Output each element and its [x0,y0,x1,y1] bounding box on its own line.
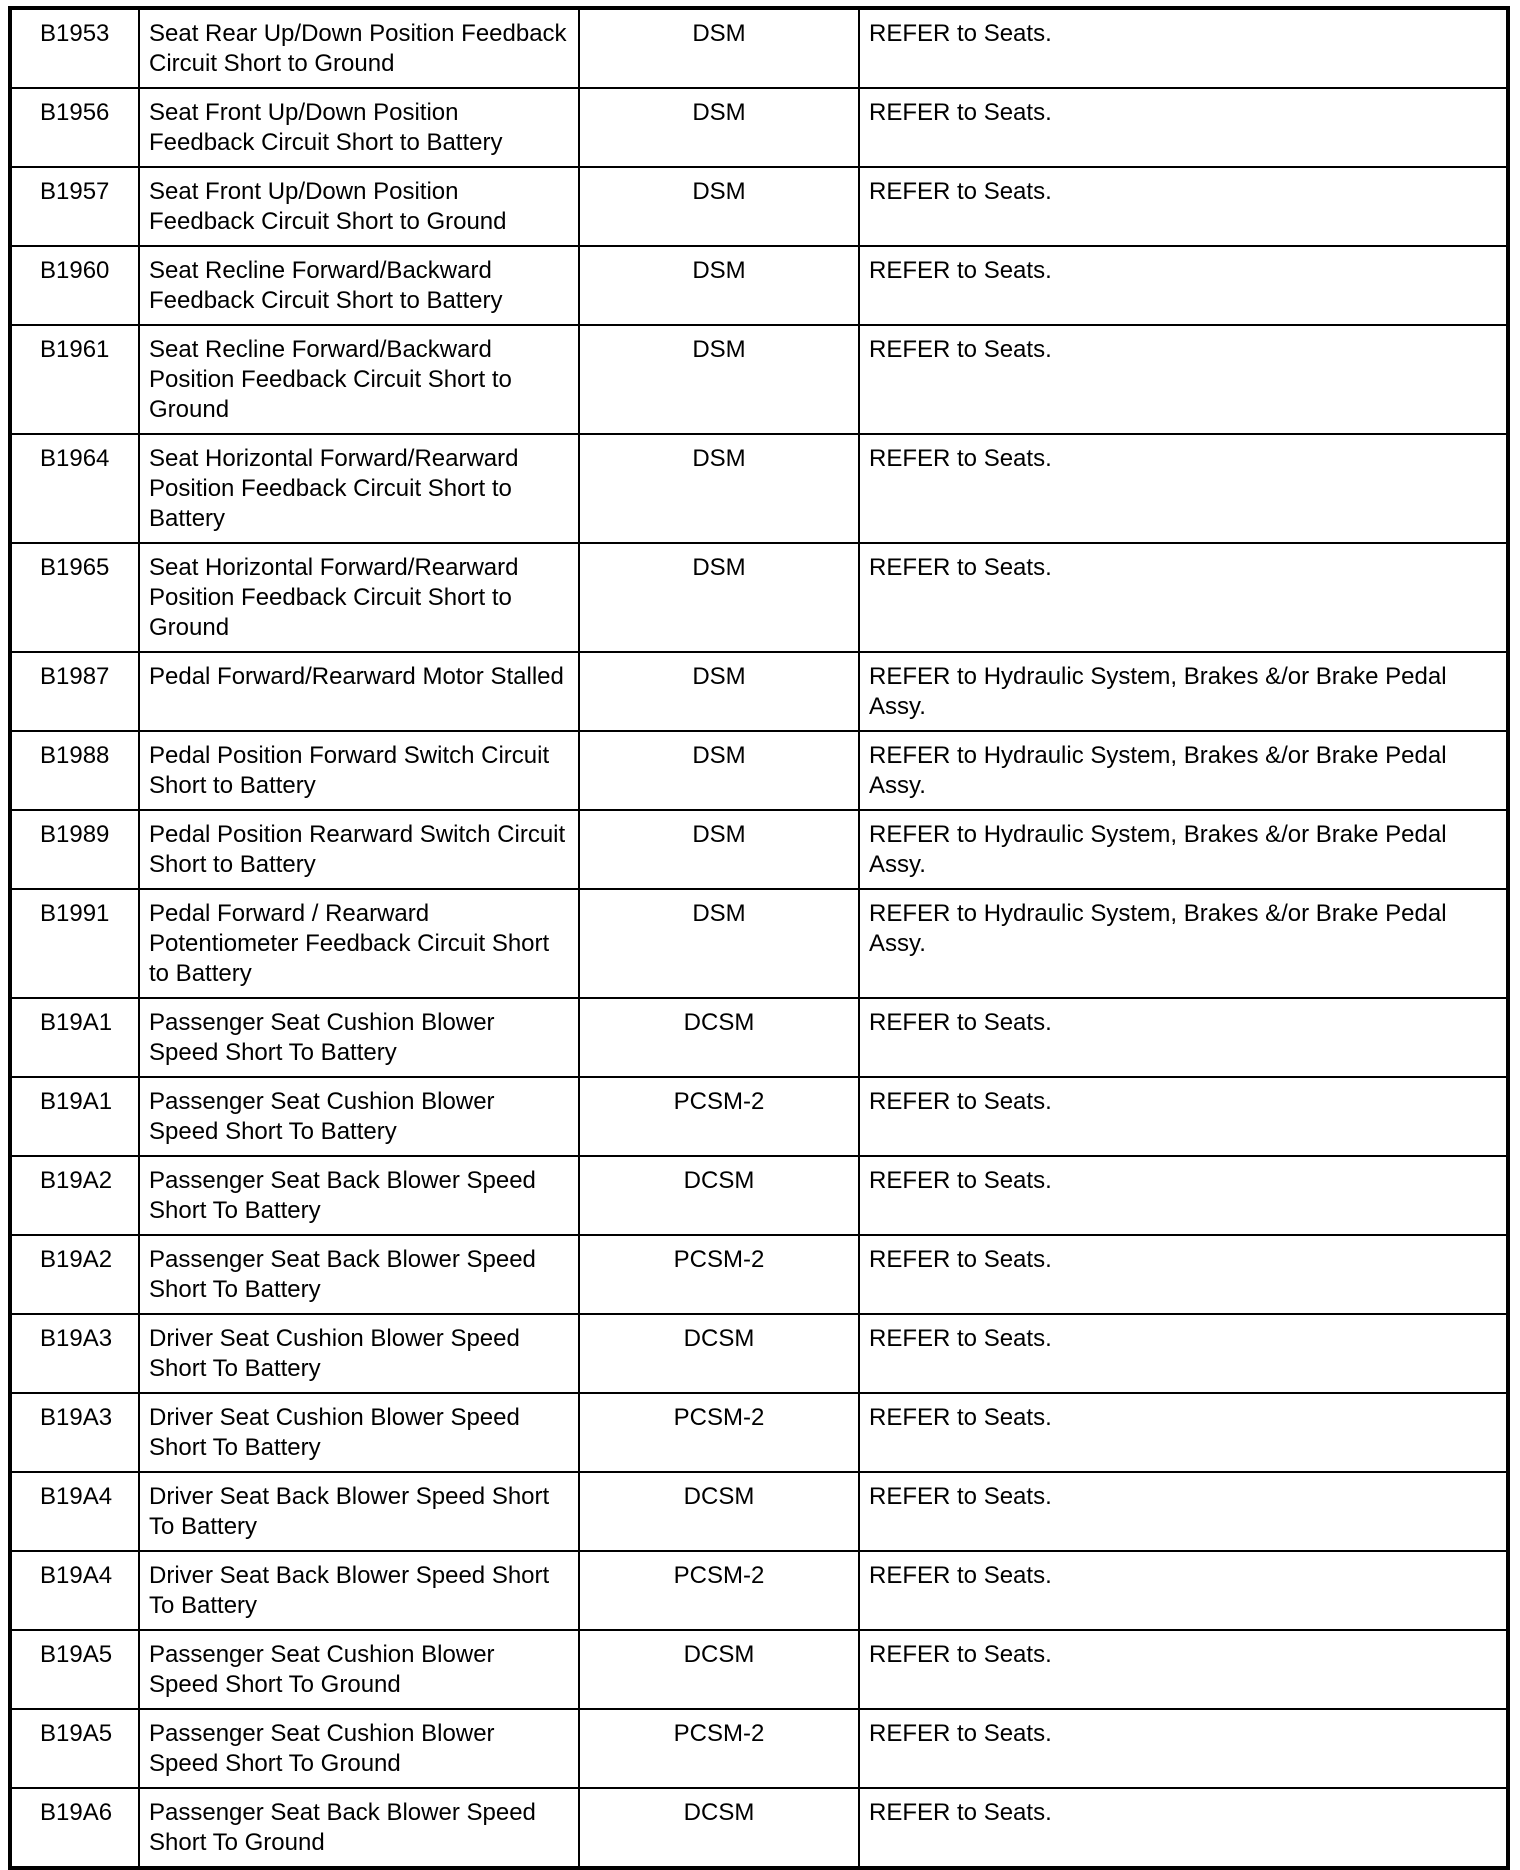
table-row [10,998,1508,1077]
dtc-action: REFER to Seats. [859,1235,1508,1314]
dtc-module: DSM [579,8,859,88]
table-row [10,1630,1508,1709]
dtc-code: B1989 [10,810,139,889]
dtc-description: Driver Seat Back Blower Speed Short To Battery [139,1551,579,1630]
dtc-module: DSM [579,543,859,652]
dtc-description: Passenger Seat Cushion Blower Speed Short To Ground [139,1630,579,1709]
dtc-code: B19A3 [10,1314,139,1393]
dtc-code: B1965 [10,543,139,652]
dtc-code: B19A1 [10,1077,139,1156]
table-row [10,1235,1508,1314]
dtc-module: DCSM [579,998,859,1077]
dtc-code: B19A2 [10,1235,139,1314]
dtc-action: REFER to Hydraulic System, Brakes &/or Brake Pedal Assy. [859,889,1508,998]
dtc-code: B19A5 [10,1709,139,1788]
dtc-code: B1960 [10,246,139,325]
dtc-code: B1953 [10,8,139,88]
dtc-module: PCSM-2 [579,1709,859,1788]
dtc-action: REFER to Seats. [859,8,1508,88]
dtc-module: DSM [579,889,859,998]
dtc-action: REFER to Seats. [859,1156,1508,1235]
dtc-description: Driver Seat Cushion Blower Speed Short To Battery [139,1393,579,1472]
dtc-action: REFER to Seats. [859,998,1508,1077]
dtc-description: Seat Front Up/Down Position Feedback Circuit Short to Battery [139,88,579,167]
dtc-action: REFER to Seats. [859,1393,1508,1472]
table-row [10,1314,1508,1393]
dtc-description: Pedal Position Forward Switch Circuit Short to Battery [139,731,579,810]
dtc-description: Driver Seat Cushion Blower Speed Short To Battery [139,1314,579,1393]
dtc-module: PCSM-2 [579,1551,859,1630]
dtc-action: REFER to Seats. [859,434,1508,543]
dtc-module: DSM [579,325,859,434]
dtc-description: Passenger Seat Cushion Blower Speed Short To Ground [139,1709,579,1788]
dtc-module: PCSM-2 [579,1235,859,1314]
dtc-code: B1961 [10,325,139,434]
dtc-module: DCSM [579,1630,859,1709]
dtc-description: Passenger Seat Cushion Blower Speed Short To Battery [139,1077,579,1156]
dtc-action: REFER to Seats. [859,543,1508,652]
dtc-description: Pedal Position Rearward Switch Circuit Short to Battery [139,810,579,889]
table-row [10,8,1508,88]
table-row [10,1156,1508,1235]
dtc-action: REFER to Seats. [859,325,1508,434]
table-row [10,434,1508,543]
dtc-module: DSM [579,810,859,889]
dtc-module: DCSM [579,1314,859,1393]
dtc-module: DSM [579,167,859,246]
dtc-module: DCSM [579,1788,859,1868]
dtc-code: B19A6 [10,1788,139,1868]
dtc-code: B19A4 [10,1551,139,1630]
dtc-description: Passenger Seat Back Blower Speed Short To Battery [139,1156,579,1235]
dtc-action: REFER to Seats. [859,1788,1508,1868]
table-row [10,1709,1508,1788]
dtc-description: Passenger Seat Back Blower Speed Short To Battery [139,1235,579,1314]
dtc-action: REFER to Seats. [859,246,1508,325]
dtc-module: PCSM-2 [579,1393,859,1472]
dtc-action: REFER to Seats. [859,1314,1508,1393]
dtc-action: REFER to Seats. [859,1630,1508,1709]
dtc-module: DCSM [579,1472,859,1551]
table-row [10,889,1508,998]
dtc-module: DSM [579,246,859,325]
dtc-action: REFER to Hydraulic System, Brakes &/or Brake Pedal Assy. [859,731,1508,810]
dtc-code: B19A5 [10,1630,139,1709]
dtc-description: Seat Recline Forward/Backward Position Feedback Circuit Short to Ground [139,325,579,434]
table-row [10,1551,1508,1630]
table-row [10,167,1508,246]
table-row [10,88,1508,167]
dtc-description: Seat Horizontal Forward/Rearward Position Feedback Circuit Short to Battery [139,434,579,543]
dtc-module: PCSM-2 [579,1077,859,1156]
dtc-module: DCSM [579,1156,859,1235]
table-row [10,1788,1508,1868]
dtc-action: REFER to Seats. [859,1077,1508,1156]
dtc-description: Seat Horizontal Forward/Rearward Position Feedback Circuit Short to Ground [139,543,579,652]
dtc-code: B19A1 [10,998,139,1077]
dtc-code: B1991 [10,889,139,998]
table-row [10,246,1508,325]
table-row [10,731,1508,810]
dtc-description: Passenger Seat Cushion Blower Speed Short To Battery [139,998,579,1077]
dtc-code: B1964 [10,434,139,543]
dtc-action: REFER to Seats. [859,88,1508,167]
dtc-module: DSM [579,652,859,731]
dtc-code: B19A2 [10,1156,139,1235]
dtc-description: Pedal Forward / Rearward Potentiometer Feedback Circuit Short to Battery [139,889,579,998]
table-row [10,652,1508,731]
dtc-action: REFER to Hydraulic System, Brakes &/or Brake Pedal Assy. [859,810,1508,889]
table-row [10,810,1508,889]
dtc-description: Passenger Seat Back Blower Speed Short To Ground [139,1788,579,1868]
dtc-description: Driver Seat Back Blower Speed Short To Battery [139,1472,579,1551]
dtc-description: Pedal Forward/Rearward Motor Stalled [139,652,579,731]
dtc-code: B1988 [10,731,139,810]
dtc-module: DSM [579,731,859,810]
dtc-code: B19A3 [10,1393,139,1472]
table-row [10,325,1508,434]
dtc-module: DSM [579,88,859,167]
dtc-module: DSM [579,434,859,543]
dtc-action: REFER to Seats. [859,1551,1508,1630]
dtc-action: REFER to Seats. [859,1709,1508,1788]
dtc-action: REFER to Hydraulic System, Brakes &/or Brake Pedal Assy. [859,652,1508,731]
dtc-action: REFER to Seats. [859,1472,1508,1551]
dtc-code: B1987 [10,652,139,731]
table-row [10,543,1508,652]
table-row [10,1393,1508,1472]
dtc-table [8,6,1510,1870]
table-row [10,1472,1508,1551]
table-row [10,1077,1508,1156]
dtc-code: B1956 [10,88,139,167]
dtc-code: B19A4 [10,1472,139,1551]
dtc-code: B1957 [10,167,139,246]
dtc-description: Seat Recline Forward/Backward Feedback Circuit Short to Battery [139,246,579,325]
dtc-description: Seat Front Up/Down Position Feedback Circuit Short to Ground [139,167,579,246]
dtc-description: Seat Rear Up/Down Position Feedback Circuit Short to Ground [139,8,579,88]
dtc-action: REFER to Seats. [859,167,1508,246]
